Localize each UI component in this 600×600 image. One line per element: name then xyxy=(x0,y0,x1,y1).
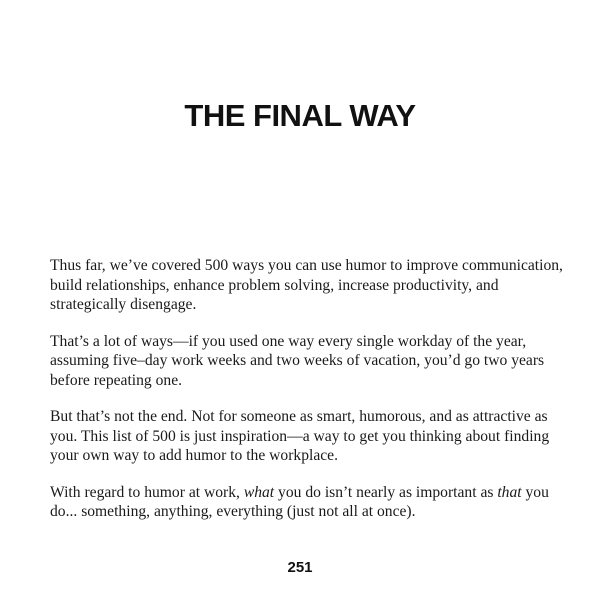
chapter-title: THE FINAL WAY xyxy=(184,98,416,133)
paragraph-4-text-1: With regard to humor at work, xyxy=(50,483,244,501)
paragraph-4-italic-that: that xyxy=(497,483,522,501)
page-number: 251 xyxy=(287,559,313,576)
paragraph-4-italic-what: what xyxy=(243,483,275,501)
paragraph-4-text-2: you do isn’t nearly as important as xyxy=(274,483,498,501)
paragraph-4-text-3: you do... something, anything, everything (just not all at once). xyxy=(50,483,549,520)
body-text xyxy=(50,256,570,539)
paragraph-3: But that’s not the end. Not for someone as smart, humorous, and as attractive as you. This list of 500 is just inspiration—a way to get you thinking about finding your own way to add humor to the workplace. xyxy=(50,408,550,464)
paragraph-4 xyxy=(50,483,570,522)
paragraph-1: Thus far, we’ve covered 500 ways you can use humor to improve communication, build relationships, enhance problem solving, increase productivity, and strategically disengage. xyxy=(50,257,563,313)
paragraph-2: That’s a lot of ways—if you used one way every single workday of the year, assuming five–day work weeks and two weeks of vacation, you’d go two years before repeating one. xyxy=(50,332,545,389)
